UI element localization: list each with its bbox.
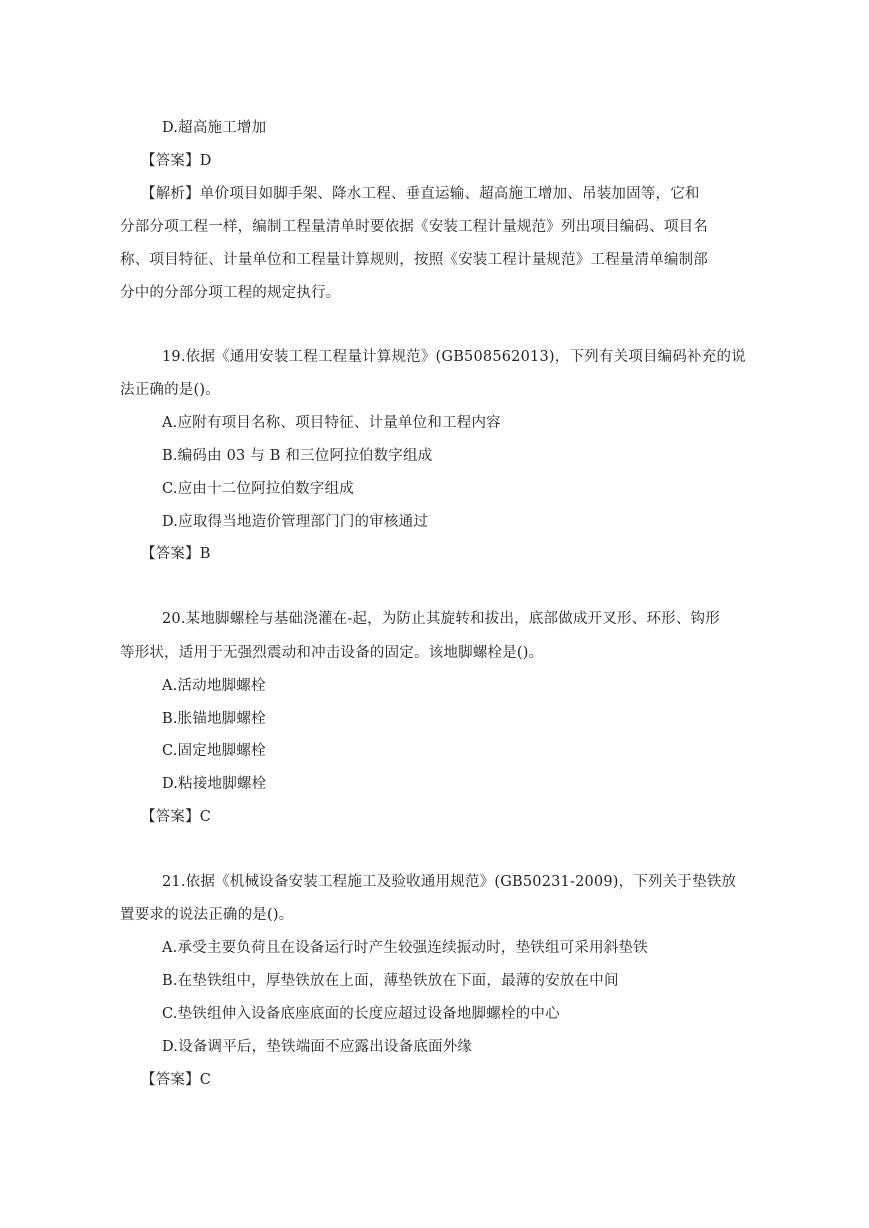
option-line: B.胀锚地脚螺栓	[162, 711, 266, 727]
option-line: D.超高施工增加	[162, 120, 267, 136]
option-line: C.固定地脚螺栓	[162, 743, 266, 759]
option-line: A.承受主要负荷且在设备运行时产生较强连续振动时，垫铁组可采用斜垫铁	[162, 940, 648, 956]
option-line: D.应取得当地造价管理部门门的审核通过	[162, 514, 429, 530]
analysis-line: 分部分项工程一样，编制工程量清单时要依据《安装工程计量规范》列出项目编码、项目名	[120, 219, 708, 235]
option-line: B.在垫铁组中，厚垫铁放在上面，薄垫铁放在下面，最薄的安放在中间	[162, 973, 619, 989]
question-stem: 20.某地脚螺栓与基础浇灌在-起，为防止其旋转和拔出，底部做成开叉形、环形、钩形	[162, 611, 720, 627]
question-stem: 置要求的说法正确的是()。	[120, 907, 294, 923]
option-line: B.编码由 03 与 B 和三位阿拉伯数字组成	[162, 448, 433, 464]
option-line: D.设备调平后，垫铁端面不应露出设备底面外缘	[162, 1039, 473, 1055]
option-line: D.粘接地脚螺栓	[162, 776, 267, 792]
option-line: C.垫铁组伸入设备底座底面的长度应超过设备地脚螺栓的中心	[162, 1006, 560, 1022]
option-line: A.活动地脚螺栓	[162, 678, 266, 694]
answer-line: 【答案】C	[141, 1072, 212, 1088]
question-stem: 19.依据《通用安装工程工程量计算规范》(GB508562013)，下列有关项目编码补充的说	[162, 349, 746, 365]
question-stem: 等形状，适用于无强烈震动和冲击设备的固定。该地脚螺栓是()。	[120, 645, 544, 661]
answer-line: 【答案】C	[141, 809, 212, 825]
analysis-line: 称、项目特征、计量单位和工程量计算规则，按照《安装工程计量规范》工程量清单编制部	[120, 252, 708, 268]
answer-line: 【答案】D	[141, 153, 212, 169]
analysis-line: 【解析】单价项目如脚手架、降水工程、垂直运输、超高施工增加、吊装加固等，它和	[141, 186, 700, 202]
analysis-line: 分中的分部分项工程的规定执行。	[120, 285, 341, 301]
option-line: C.应由十二位阿拉伯数字组成	[162, 481, 354, 497]
question-stem: 21.依据《机械设备安装工程施工及验收通用规范》(GB50231-2009)，下列关于垫铁放	[162, 874, 737, 890]
answer-line: 【答案】B	[141, 546, 211, 562]
question-stem: 法正确的是()。	[120, 382, 220, 398]
option-line: A.应附有项目名称、项目特征、计量单位和工程内容	[162, 415, 501, 431]
